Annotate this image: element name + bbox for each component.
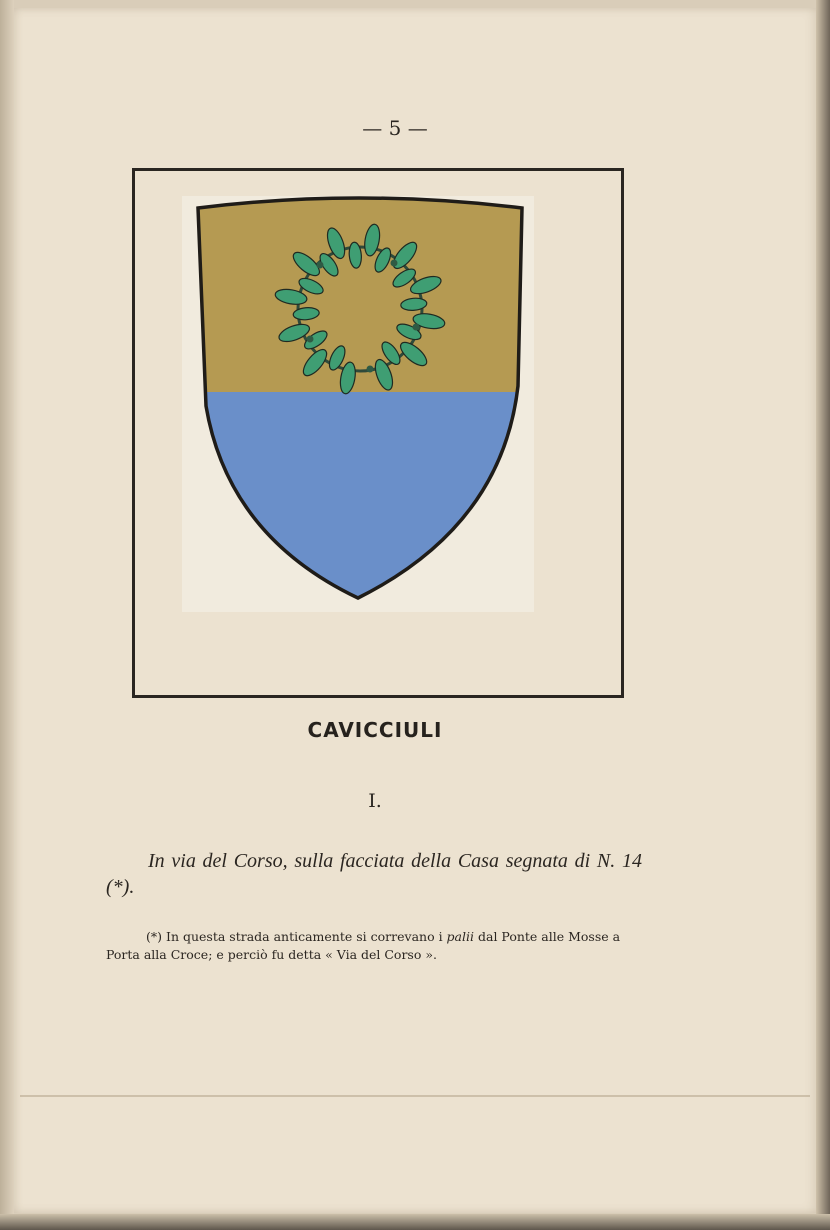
family-name-heading: CAVICCIULI	[307, 718, 443, 742]
location-paragraph: In via del Corso, sulla facciata della Casa segnata di N. 14 (*).	[106, 850, 642, 898]
footnote-text-before: In questa strada anticamente si correvano i	[166, 929, 443, 944]
footnote-marker: (*)	[146, 929, 163, 944]
shield-base-blue	[182, 392, 534, 612]
shield-chief-gold	[182, 196, 534, 392]
footnote-italic-word: palii	[446, 929, 474, 944]
section-number: I.	[368, 790, 382, 812]
coat-of-arms	[182, 196, 534, 612]
page-number: — 5 —	[362, 116, 428, 140]
footnote	[106, 928, 642, 964]
page-stack-right	[816, 0, 830, 1230]
page-stack-bottom	[0, 1214, 830, 1230]
footnote-text-after: dal Ponte alle Mosse a Porta alla Croce; e perciò fu detta « Via del Corso ».	[106, 929, 621, 962]
binding-edge	[0, 0, 14, 1230]
page-fold-line	[20, 1095, 810, 1097]
